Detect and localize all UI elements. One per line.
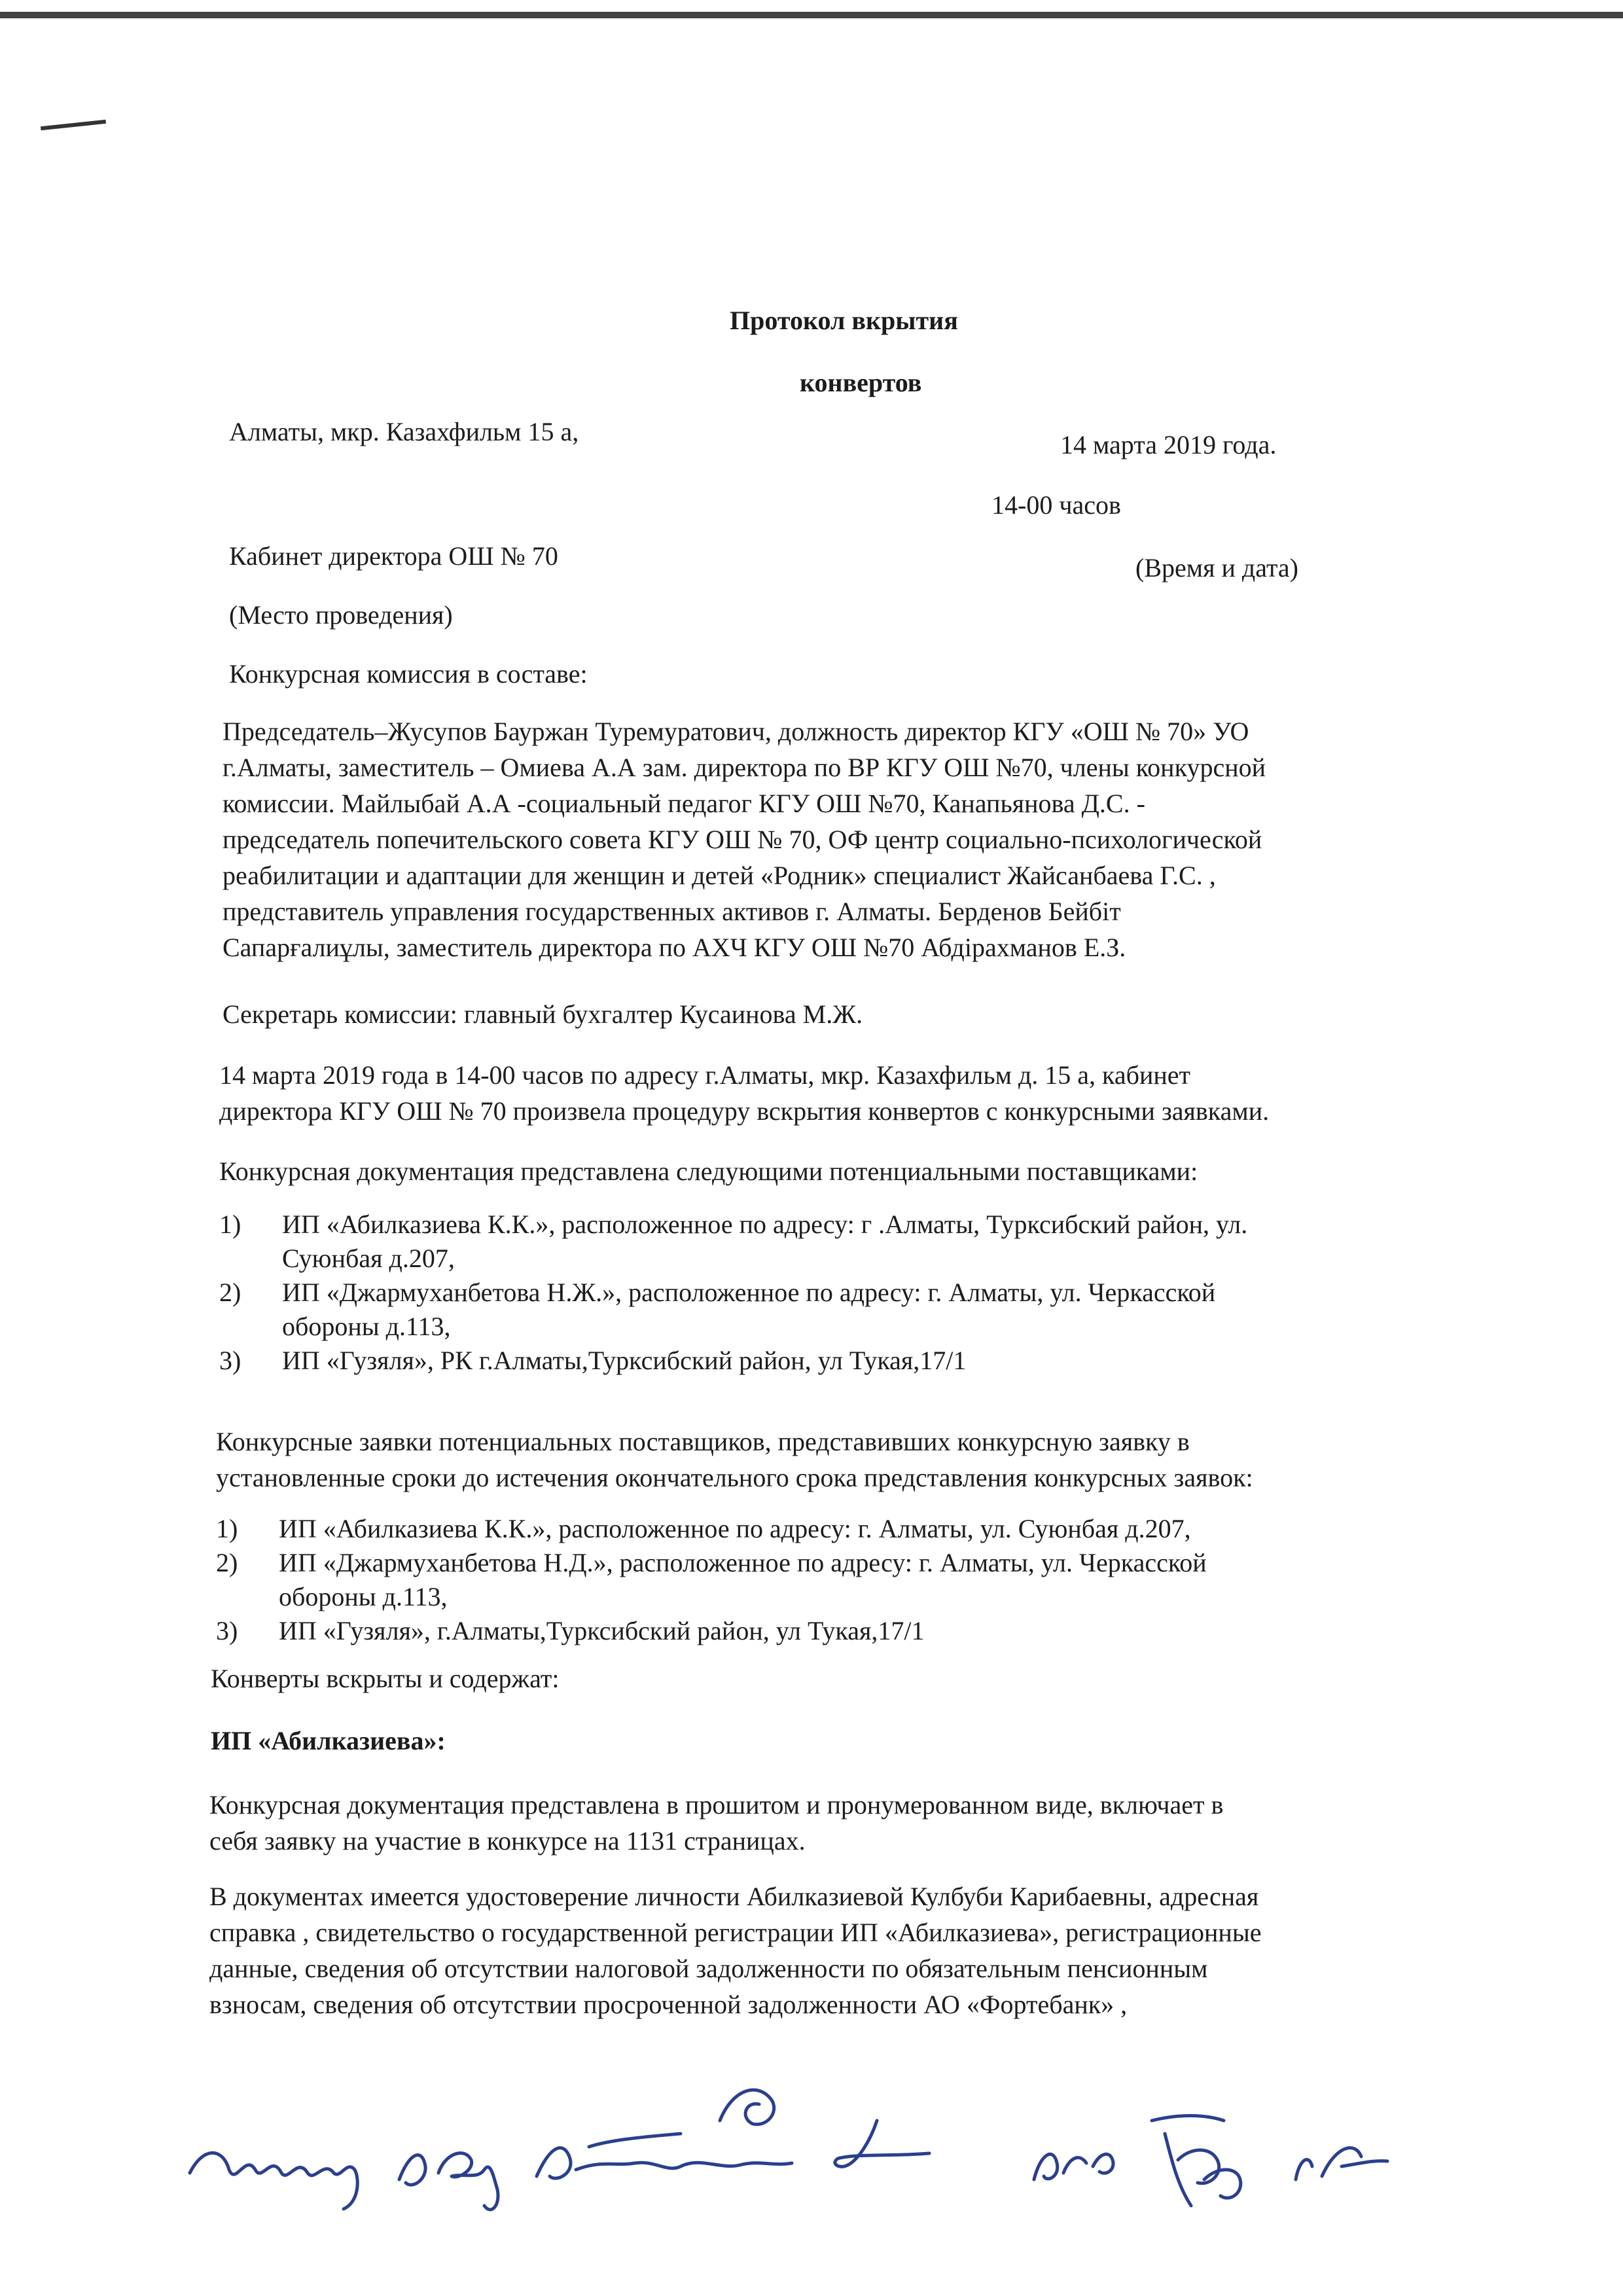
procedure-line: директора КГУ ОШ № 70 произвела процедуру вскрытия конвертов с конкурсными заявками. — [219, 1096, 1270, 1126]
docs-paragraph — [209, 1878, 1466, 2022]
list-item-line: обороны д.113, — [282, 1312, 451, 1341]
list-item — [216, 1512, 1459, 1546]
list-item — [216, 1614, 1459, 1648]
suppliers-intro: Конкурсная документация представлена следующими потенциальными поставщиками: — [219, 1157, 1198, 1186]
commission-line: комиссии. Майлыбай А.А -социальный педагог КГУ ОШ №70, Канапьянова Д.С. - — [223, 789, 1145, 818]
list-item — [219, 1276, 1463, 1344]
applications-intro — [216, 1424, 1466, 1496]
doc-paragraph-line: себя заявку на участие в конкурсе на 1131 страницах. — [209, 1826, 806, 1856]
list-item-line: ИП «Абилказиева К.К.», расположенное по адресу: г .Алматы, Турксибский район, ул. — [282, 1210, 1248, 1239]
commission-intro: Конкурсная комиссия в составе: — [229, 659, 588, 689]
procedure-line: 14 марта 2019 года в 14-00 часов по адресу г.Алматы, мкр. Казахфильм д. 15 а, кабинет — [219, 1060, 1191, 1090]
signature-7 — [1296, 2148, 1387, 2179]
list-item-line: ИП «Гузяля», РК г.Алматы,Турксибский район, ул Тукая,17/1 — [282, 1346, 967, 1375]
list-item-number: 3) — [219, 1346, 241, 1375]
list-item-number: 3) — [216, 1616, 238, 1645]
header-time-date-label: (Время и дата) — [1135, 553, 1298, 583]
applications-intro-line: Конкурсные заявки потенциальных поставщиков, представивших конкурсную заявку в — [216, 1427, 1190, 1456]
signature-5 — [1034, 2154, 1113, 2179]
list-item-number: 2) — [216, 1548, 238, 1577]
scan-top-edge — [0, 12, 1623, 18]
list-item-line: ИП «Джармуханбетова Н.Д.», расположенное по адресу: г. Алматы, ул. Черкасской — [279, 1548, 1207, 1577]
list-item-number: 1) — [219, 1210, 241, 1239]
list-item-line: Суюнбая д.207, — [282, 1244, 455, 1273]
commission-line: председатель попечительского совета КГУ ОШ № 70, ОФ центр социально-психологической — [223, 825, 1262, 854]
envelopes-line: Конверты вскрыты и содержат: — [211, 1664, 560, 1693]
applications-list — [216, 1512, 1459, 1648]
docs-paragraph-line: взносам, сведения об отсутствии просроченной задолженности АО «Фортебанк» , — [209, 1990, 1128, 2019]
list-item — [219, 1344, 1463, 1378]
docs-paragraph-line: данные, сведения об отсутствии налоговой задолженности по обязательным пенсионным — [209, 1954, 1208, 1983]
signature-6 — [1152, 2116, 1241, 2206]
signatures-row — [183, 2049, 1525, 2232]
commission-line: Председатель–Жусупов Бауржан Туремуратович, должность директор КГУ «ОШ № 70» УО — [223, 717, 1249, 746]
list-item-line: ИП «Гузяля», г.Алматы,Турксибский район, ул Тукая,17/1 — [279, 1616, 925, 1645]
commission-paragraph — [223, 713, 1472, 965]
list-item — [216, 1546, 1459, 1614]
section-heading: ИП «Абилказиева»: — [211, 1726, 446, 1755]
list-item-number: 2) — [219, 1278, 241, 1307]
suppliers-list — [219, 1208, 1463, 1378]
signature-3 — [537, 2090, 792, 2178]
secretary-line: Секретарь комиссии: главный бухгалтер Кусаинова М.Ж. — [223, 999, 863, 1029]
commission-line: г.Алматы, заместитель – Омиева А.А зам. директора по ВР КГУ ОШ №70, члены конкурсной — [223, 753, 1266, 782]
doc-paragraph-line: Конкурсная документация представлена в прошитом и пронумерованном виде, включает в — [209, 1790, 1224, 1820]
docs-paragraph-line: В документах имеется удостоверение личности Абилказиевой Кулбуби Карибаевны, адресная — [209, 1882, 1259, 1911]
commission-line: реабилитации и адаптации для женщин и детей «Родник» специалист Жайсанбаева Г.С. , — [223, 861, 1216, 890]
signature-2 — [399, 2153, 498, 2210]
applications-intro-line: установленные сроки до истечения окончательного срока представления конкурсных заявок: — [216, 1463, 1253, 1492]
signature-1 — [190, 2153, 357, 2209]
title-line-2: конвертов — [800, 368, 922, 397]
header-place-label: (Место проведения) — [229, 600, 453, 630]
commission-line: представитель управления государственных активов г. Алматы. Берденов Бейбіт — [223, 897, 1121, 926]
list-item-line: ИП «Абилказиева К.К.», расположенное по адресу: г. Алматы, ул. Суюнбая д.207, — [279, 1514, 1191, 1543]
docs-paragraph-line: справка , свидетельство о государственной регистрации ИП «Абилказиева», регистрационные — [209, 1918, 1262, 1947]
list-item-number: 1) — [216, 1514, 238, 1543]
header-address: Алматы, мкр. Казахфильм 15 а, — [229, 417, 579, 446]
commission-line: Сапарғалиұлы, заместитель директора по АХЧ КГУ ОШ №70 Абдірахманов Е.З. — [223, 933, 1126, 962]
list-item-line: обороны д.113, — [279, 1582, 448, 1611]
header-time: 14-00 часов — [991, 490, 1121, 520]
procedure-paragraph — [219, 1057, 1469, 1129]
header-cabinet: Кабинет директора ОШ № 70 — [229, 541, 558, 571]
header-date: 14 марта 2019 года. — [1060, 430, 1277, 459]
list-item — [219, 1208, 1463, 1276]
title-line-1: Протокол вкрытия — [730, 306, 958, 335]
margin-mark — [41, 120, 106, 130]
list-item-line: ИП «Джармуханбетова Н.Ж.», расположенное по адресу: г. Алматы, ул. Черкасской — [282, 1278, 1216, 1307]
signature-4 — [835, 2121, 929, 2166]
doc-paragraph — [209, 1787, 1466, 1859]
